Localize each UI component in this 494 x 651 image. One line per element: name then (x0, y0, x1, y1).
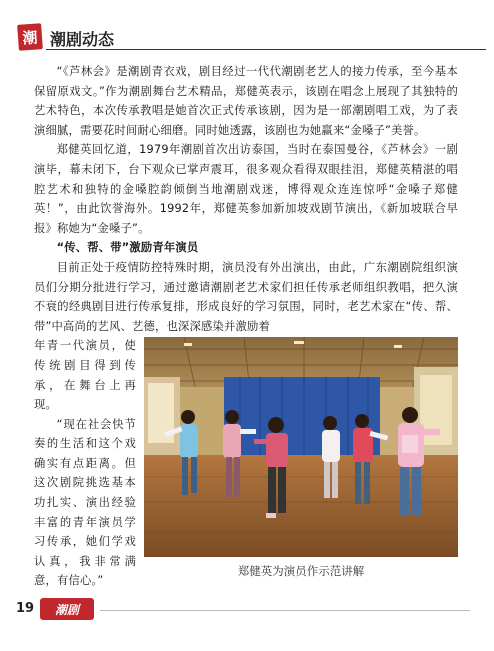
rehearsal-photo (144, 337, 458, 557)
subheading: “传、帮、带”激励青年演员 (56, 241, 199, 255)
section-title: 潮剧动态 (50, 30, 115, 49)
paragraph-1: “《芦林会》是潮剧青衣戏，剧目经过一代代潮剧老艺人的接力传承，至今基本保留原戏文。”作为潮剧舞台艺术精品，郑健英表示，该剧在唱念上展现了其独特的艺术特色，本次传承教唱是她首次正式传承该剧，因为是一部潮剧唱工戏，为了表演细腻，需要花时间耐心细磨。同时她透露，该剧也为她赢来“金嗓子”美誉。 (34, 65, 458, 137)
photo-caption: 郑健英为演员作示范讲解 (237, 564, 365, 578)
footer-divider (100, 610, 470, 611)
narrow-text-column (34, 336, 136, 591)
paragraph-3-continued: 年青一代演员，使传统剧目得到传承，在舞台上再现。 (34, 339, 136, 412)
page-header (8, 4, 486, 52)
paragraph-4: “现在社会快节奏的生活和这个戏确实有点距离。但这次剧院挑选基本功扎实、演出经验丰富的青年演员学习传承，她们学戏认真，我非常满意，有信心。” (34, 417, 136, 588)
paragraph-2: 郑健英回忆道，1979年潮剧首次出访泰国，当时在泰国曼谷，《芦林会》一剧演毕，幕未闭下，台下观众已掌声震耳，很多观众看得双眼挂泪，郑健英精湛的唱腔艺术和独特的金嗓腔韵倾倒当地潮剧戏迷，博得观众连连惊呼“金嗓子郑健英！”，由此饮誉海外。1992年，郑健英参加新加坡戏剧节演出，《新加坡联合早报》称她为“金嗓子”。 (34, 143, 458, 235)
paragraph-3: 目前正处于疫情防控特殊时期，演员没有外出演出，由此，广东潮剧院组织演员们分期分批进行学习，通过邀请潮剧老艺术家们担任传承老师组织教唱，把久演不衰的经典剧目进行传承复排，形成良好的学习氛围，同时，老艺术家在“传、帮、带”中高尚的艺风、艺德，也深深感染并激励着 (34, 260, 458, 333)
chaoju-footer-logo: 潮剧 (40, 598, 94, 620)
chaoju-seal-logo: 潮 (17, 23, 43, 51)
header-divider (46, 49, 486, 50)
page-number: 19 (16, 601, 35, 616)
